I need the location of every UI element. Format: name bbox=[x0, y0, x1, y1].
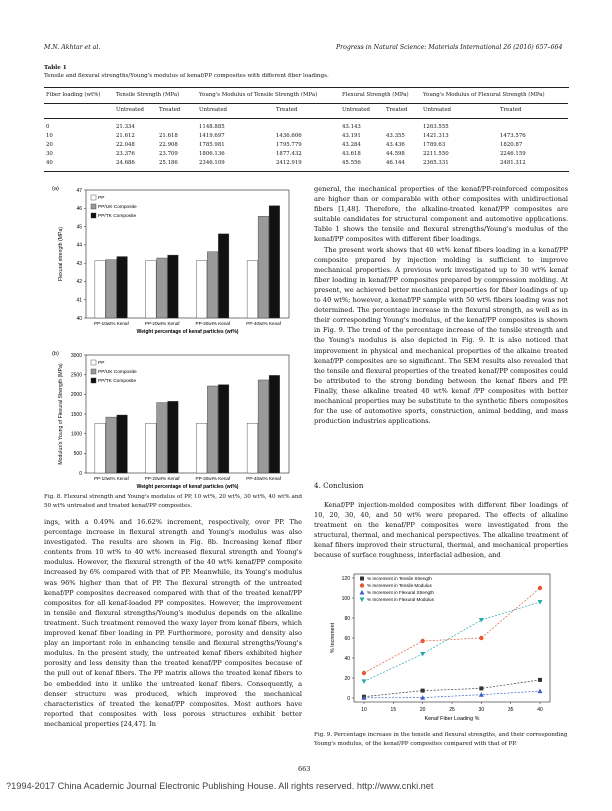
table-cell: 1785.981 bbox=[199, 142, 225, 148]
y-tick-label: 20 bbox=[344, 675, 350, 682]
legend-swatch bbox=[91, 378, 96, 383]
table-cell: 22.048 bbox=[116, 142, 135, 148]
bar bbox=[247, 423, 258, 473]
table-cell: 30 bbox=[46, 151, 53, 157]
series-line bbox=[364, 691, 540, 698]
paragraph: Kenaf/PP injection-molded composites with different fiber loadings of 10, 20, 30, 40, and 50 wt% were prepared. The effects of alkaline treatment on the kenaf/PP composites were investigated from the structural, thermal, and mechanical perspectives. The alkaline treatment of kenaf fibers improved their structural, thermal, and mechanical properties because of surface roughness, interfacial adhesion, and bbox=[314, 501, 568, 560]
bar bbox=[258, 216, 269, 318]
table-row bbox=[46, 142, 566, 151]
bar bbox=[157, 403, 168, 473]
bar bbox=[157, 258, 168, 318]
data-point bbox=[420, 652, 425, 657]
left-column-text bbox=[44, 517, 302, 729]
legend-label: PP bbox=[98, 361, 105, 366]
table-cell: 46.144 bbox=[386, 160, 405, 166]
table-cell: 43.618 bbox=[342, 151, 361, 157]
conclusion-text bbox=[314, 500, 568, 561]
table-cell: 23.709 bbox=[159, 151, 178, 157]
table-label: Table 1 bbox=[44, 65, 67, 71]
legend-swatch bbox=[91, 195, 96, 200]
table-cell: 1421.313 bbox=[423, 133, 449, 139]
x-category-label: PP-30wt% Kenaf bbox=[195, 321, 231, 326]
panel-label: (b) bbox=[52, 351, 59, 357]
fig9-line-chart bbox=[314, 566, 568, 728]
y-tick-label: 47 bbox=[76, 187, 82, 194]
table-subheader: Untreated bbox=[423, 107, 451, 113]
table-cell: 25.186 bbox=[159, 160, 178, 166]
legend-swatch bbox=[91, 360, 96, 365]
bar bbox=[106, 260, 117, 318]
fig9-caption: Fig. 9. Percentage increase in the tensile and flexural strengths, and their corresponding Young's modulus, of the kenaf/PP composites compared with that of PP. bbox=[314, 732, 568, 747]
x-axis-label: Kenaf Fiber Loading % bbox=[424, 716, 480, 722]
table-cell: 43.143 bbox=[342, 124, 361, 130]
data-point bbox=[538, 678, 542, 682]
y-tick-label: 3000 bbox=[70, 352, 82, 359]
data-point bbox=[360, 598, 365, 603]
legend-label: PP/TK Composite bbox=[98, 214, 137, 219]
data-point bbox=[360, 577, 364, 581]
table-cell: 21.618 bbox=[159, 133, 178, 139]
table-subheader: Untreated bbox=[342, 107, 370, 113]
page-number: 663 bbox=[298, 765, 311, 773]
bar bbox=[95, 261, 106, 318]
x-category-label: PP-30wt% Kenaf bbox=[195, 476, 231, 481]
y-tick-label: 40 bbox=[344, 655, 350, 662]
y-axis-label: Modulus's Young of Flexural Strength (MPa) bbox=[58, 363, 64, 465]
bar bbox=[106, 417, 117, 473]
table-cell: 0 bbox=[46, 124, 50, 130]
table-cell: 1436.606 bbox=[276, 133, 302, 139]
bar bbox=[196, 261, 207, 318]
legend-label: PP/UK Composite bbox=[98, 370, 137, 375]
bar bbox=[168, 401, 179, 473]
table-cell: 43.436 bbox=[386, 142, 405, 148]
table-subheader: Treated bbox=[386, 107, 408, 113]
table-cell: 2412.919 bbox=[276, 160, 302, 166]
table-cell: 40 bbox=[46, 160, 53, 166]
bar bbox=[247, 261, 258, 318]
running-header-journal: Progress in Natural Science: Materials International 26 (2016) 657–664 bbox=[336, 44, 563, 51]
x-category-label: PP-20wt% Kenaf bbox=[144, 476, 180, 481]
y-tick-label: 44 bbox=[76, 242, 82, 249]
y-tick-label: 42 bbox=[76, 279, 82, 286]
data-point bbox=[420, 639, 424, 643]
table-subheader: Treated bbox=[159, 107, 181, 113]
data-point bbox=[538, 689, 543, 694]
table-header: Young's Modulus of Flexural Strength (MPa) bbox=[423, 92, 545, 98]
x-tick-label: 35 bbox=[507, 707, 514, 713]
bar bbox=[207, 386, 218, 473]
table-cell: 24.686 bbox=[116, 160, 135, 166]
table-cell: 20 bbox=[46, 142, 53, 148]
data-point bbox=[362, 671, 366, 675]
y-tick-label: 41 bbox=[76, 297, 82, 304]
bar bbox=[146, 423, 157, 473]
series-line bbox=[364, 602, 540, 681]
table-cell: 10 bbox=[46, 133, 53, 139]
table-1 bbox=[46, 92, 566, 166]
table-header: Fiber loading (wt%) bbox=[46, 92, 101, 98]
y-tick-label: 43 bbox=[76, 260, 82, 267]
series-line bbox=[364, 680, 540, 697]
table-row bbox=[46, 160, 566, 169]
section-heading-conclusion: 4. Conclusion bbox=[314, 481, 364, 490]
table-cell: 1473.576 bbox=[500, 133, 526, 139]
table-row bbox=[46, 124, 566, 133]
table-cell: 23.376 bbox=[116, 151, 135, 157]
x-category-label: PP-40wt% Kenaf bbox=[246, 476, 281, 481]
table-cell: 1148.885 bbox=[199, 124, 225, 130]
table-cell: 43.355 bbox=[386, 133, 405, 139]
table-cell: 1419.697 bbox=[199, 133, 225, 139]
legend-label: % Increment in Tensile Modulus bbox=[367, 583, 432, 588]
table-cell: 43.284 bbox=[342, 142, 361, 148]
data-point bbox=[362, 679, 367, 684]
data-point bbox=[360, 583, 364, 587]
table-cell: 1806.136 bbox=[199, 151, 225, 157]
panel-label: (a) bbox=[52, 186, 59, 192]
legend-label: PP/TK Composite bbox=[98, 379, 137, 384]
y-tick-label: 80 bbox=[344, 615, 350, 622]
table-cell: 1820.87 bbox=[500, 142, 523, 148]
legend-label: % Increment in Flexural Modulus bbox=[367, 597, 434, 602]
data-point bbox=[538, 586, 542, 590]
table-cell: 21.612 bbox=[116, 133, 135, 139]
table-subheader: Untreated bbox=[116, 107, 144, 113]
bar bbox=[207, 252, 218, 318]
table-cell: 45.556 bbox=[342, 160, 361, 166]
table-cell: 22.908 bbox=[159, 142, 178, 148]
table-subheader: Treated bbox=[500, 107, 522, 113]
table-cell: 1789.63 bbox=[423, 142, 446, 148]
paragraph: general, the mechanical properties of the kenaf/PP-reinforced composites are higher than or comparable with other composites with unidirectional fibers [1,48]. Therefore, the alkaline-treated kenaf/PP composites are suitable candidates for structural component and automotive applications. Table 1 shows the tensile and flexural strengths/Young's modulus of the kenaf/PP composites with different fiber loadings. bbox=[314, 185, 568, 244]
legend-label: PP bbox=[98, 196, 105, 201]
table-cell: 2481.312 bbox=[500, 160, 526, 166]
y-axis-label: Flexural strength (MPa) bbox=[58, 226, 64, 282]
legend-label: PP/UK Composite bbox=[98, 205, 137, 210]
table-cell: 2365.331 bbox=[423, 160, 449, 166]
table-subheader: Untreated bbox=[199, 107, 227, 113]
y-tick-label: 120 bbox=[341, 575, 350, 582]
legend-swatch bbox=[91, 213, 96, 218]
table-cell: 21.334 bbox=[116, 124, 135, 130]
bar bbox=[146, 261, 157, 318]
bar bbox=[95, 423, 106, 473]
table-row bbox=[46, 151, 566, 160]
y-tick-label: 60 bbox=[344, 635, 350, 642]
y-tick-label: 100 bbox=[341, 595, 350, 602]
paragraph: ings, with a 0.49% and 16.62% increment, respectively, over PP. The percentage increase in flexural strength and Young's modulus was also investigated. The results are shown in Fig. 8b. Increasing kenaf fiber contents from 10 wt% to 40 wt% increased flexural strength and Young's modulus. However, the flexural strength of the 40 wt% kenaf/PP composite increased by 6% compared with that of PP. Meanwhile, its Young's modulus was 96% higher than that of PP. The flexural strength of the untreated kenaf/PP composites decreased compared with that of the treated kenaf/PP composites for all kenaf-loaded PP composites. However, the improvement in tensile and flexural strengths/Young's modulus depends on the alkaline treatment. Such treatment removed the waxy layer from kenaf fibers, which improved kenaf fiber loading in PP. Furthermore, porosity and density also play an important role in enhancing tensile and flexural strengths/Young's modulus. In the present study, the untreated kenaf fibers exhibited higher porosity and less density than the treated kenaf/PP composites because of the pull out of kenaf fibers. The PP matrix allows the treated kenaf fibers to be embedded into it unlike the untreated kenaf fibers. Consequently, a denser structure was produced, which improved the mechanical characteristics of treated the kenaf/PP composites. Most authors have reported that composites with less porous structures exhibit better mechanical properties [24,47]. In bbox=[44, 518, 302, 728]
fig8-caption: Fig. 8. Flexural strength and Young's modulus of PP, 10 wt%, 20 wt%, 30 wt%, 40 wt% and 50 wt% untreated and treated kenaf/PP composites. bbox=[44, 494, 303, 509]
x-tick-label: 25 bbox=[449, 707, 455, 713]
right-column-text bbox=[314, 184, 568, 426]
x-category-label: PP-10wt% Kenaf bbox=[94, 476, 129, 481]
fig8b-bar-chart bbox=[44, 345, 302, 505]
y-tick-label: 500 bbox=[73, 451, 82, 458]
bar bbox=[269, 375, 280, 473]
fig8a-bar-chart bbox=[44, 180, 302, 350]
x-category-label: PP-10wt% Kenaf bbox=[94, 321, 129, 326]
y-tick-label: 2000 bbox=[70, 392, 82, 399]
bar bbox=[258, 380, 269, 473]
x-tick-label: 10 bbox=[361, 707, 367, 713]
bar bbox=[218, 385, 229, 473]
data-point bbox=[479, 618, 484, 623]
table-cell: 1877.432 bbox=[276, 151, 302, 157]
table-cell: 2346.109 bbox=[199, 160, 225, 166]
table-header: Tensile Strength (MPa) bbox=[116, 92, 180, 98]
bar bbox=[117, 415, 128, 473]
x-category-label: PP-40wt% Kenaf bbox=[246, 321, 281, 326]
y-tick-label: 2500 bbox=[70, 372, 82, 379]
data-point bbox=[538, 600, 543, 605]
bar bbox=[168, 255, 179, 318]
x-tick-label: 40 bbox=[537, 707, 543, 713]
table-cell: 1795.779 bbox=[276, 142, 302, 148]
x-tick-label: 15 bbox=[390, 707, 397, 713]
table-cell: 2211.550 bbox=[423, 151, 449, 157]
x-tick-label: 30 bbox=[478, 707, 485, 713]
table-cell: 44.598 bbox=[386, 151, 405, 157]
y-tick-label: 40 bbox=[76, 315, 82, 322]
legend-swatch bbox=[91, 369, 96, 374]
data-point bbox=[479, 686, 483, 690]
y-tick-label: 1500 bbox=[70, 411, 82, 418]
bar bbox=[196, 423, 207, 473]
x-category-label: PP-20wt% Kenaf bbox=[144, 321, 180, 326]
x-tick-label: 20 bbox=[419, 707, 426, 713]
legend-swatch bbox=[91, 204, 96, 209]
y-tick-label: 45 bbox=[76, 224, 82, 231]
y-tick-label: 0 bbox=[79, 470, 82, 477]
paragraph: The present work shows that 40 wt% kenaf fibers loading in a kenaf/PP composite prepared by injection molding is sufficient to improve mechanical properties. A previous work investigated up to 30 wt% kenaf fiber loading in kenaf/PP composites prepared by compression molding. At present, we achieved better mechanical properties for fiber loadings of up to 40 wt%; however, a kenaf/PP sample with 50 wt% fibers loading was not determined. The percentage increase in the flexural strength, as well as in their corresponding Young's modulus, of the kenaf/PP composites is shown in Fig. 9. The trend of the percentage increase of the tensile strength and the Young's modulus is also depicted in Fig. 9. It is also noticed that improvement in physical and mechanical properties of the alkaine treated kenaf/PP composites are so significant. The SEM results also revealed that the tensile and flexural properties of the treated kenaf/PP composites could be attributed to the strong bonding between the kenaf fibers and PP. Finally, these alkaline treated 40 wt% kenaf /PP composites with better mechanical properties may be substitute to the synthetic fibers composites for the use of automotive sports, construction, animal bedding, and mass production industries applications. bbox=[314, 245, 568, 426]
table-cell: 43.191 bbox=[342, 133, 361, 139]
y-tick-label: 46 bbox=[76, 206, 82, 213]
y-tick-label: 0 bbox=[347, 695, 350, 702]
legend-label: % Increment in Flexural Strength bbox=[367, 590, 434, 595]
y-tick-label: 1000 bbox=[70, 431, 82, 438]
table-caption: Tensile and flexural strengths/Young's modulus of kenaf/PP composites with different fiber loadings. bbox=[44, 73, 329, 79]
x-axis-label: Weight percentage of kenaf particles (wt%) bbox=[136, 484, 239, 490]
y-axis-label: % Increment bbox=[330, 622, 336, 654]
table-subheader: Treated bbox=[276, 107, 298, 113]
bar bbox=[218, 234, 229, 318]
table-row bbox=[46, 133, 566, 142]
table-header: Flexural Strength (MPa) bbox=[342, 92, 409, 98]
bar bbox=[269, 206, 280, 318]
x-axis-label: Weight percentage of kenaf particles (wt%) bbox=[136, 329, 239, 335]
data-point bbox=[360, 590, 365, 595]
footer-copyright: ?1994-2017 China Academic Journal Electronic Publishing House. All rights reserved. http://www.cnki.net bbox=[6, 781, 434, 791]
table-cell: 1263.555 bbox=[423, 124, 449, 130]
legend-label: % Increment in Tensile Strength bbox=[367, 576, 432, 581]
table-header: Young's Modulus of Tensile Strength (MPa) bbox=[199, 92, 318, 98]
bar bbox=[117, 257, 128, 318]
data-point bbox=[421, 689, 425, 693]
running-header-authors: M.N. Akhtar et al. bbox=[44, 44, 101, 51]
table-cell: 2246.159 bbox=[500, 151, 526, 157]
data-point bbox=[479, 636, 483, 640]
